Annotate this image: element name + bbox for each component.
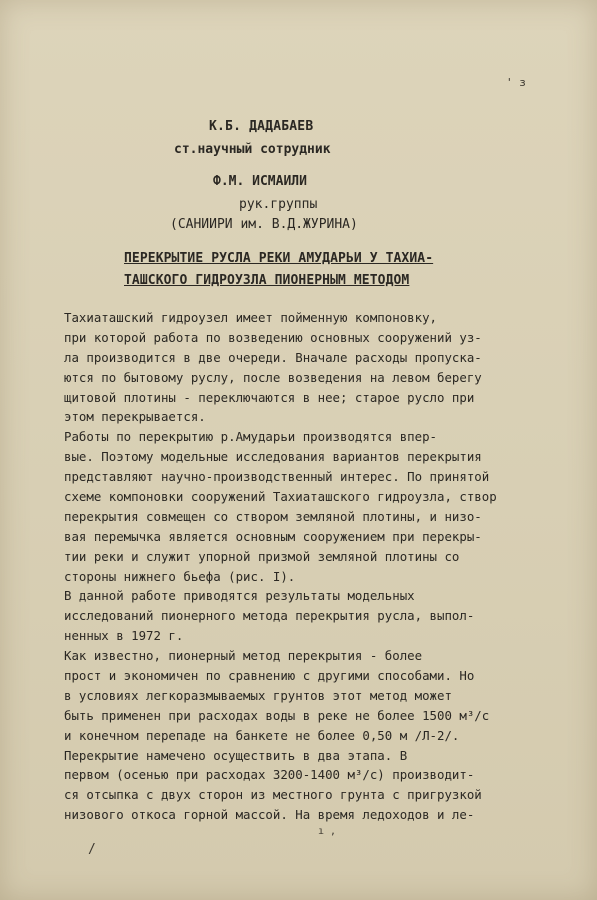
text-line: в условиях легкоразмываемых грунтов этот метод может xyxy=(64,687,452,703)
author1-name: К.Б. ДАДАБАЕВ xyxy=(209,119,314,134)
text-line: стороны нижнего бьефа (рис. I). xyxy=(64,568,296,584)
text-line: тии реки и служит упорной призмой земляной плотины со xyxy=(64,548,460,564)
text-line: при которой работа по возведению основных сооружений уз- xyxy=(64,329,482,345)
text-line: низового откоса горной массой. На время ледоходов и ле- xyxy=(64,807,475,823)
text-line: ся отсыпка с двух сторон из местного грунта с пригрузкой xyxy=(64,787,482,803)
text-line: ла производится в две очереди. Вначале расходы пропуска- xyxy=(64,349,482,365)
text-line: исследований пионерного метода перекрытия русла, выпол- xyxy=(64,608,475,624)
text-line: вые. Поэтому модельные исследования вариантов перекрытия xyxy=(64,449,482,465)
text-line: и конечном перепаде на банкете не более 0,50 м /Л-2/. xyxy=(64,727,460,743)
text-line: Перекрытие намечено осуществить в два этапа. В xyxy=(64,747,408,763)
text-line: прост и экономичен по сравнению с другими способами. Но xyxy=(64,668,475,684)
body-text xyxy=(64,308,554,825)
stray-mark-bottom-left: / xyxy=(88,842,96,857)
text-line: ются по бытовому руслу, после возведения на левом берегу xyxy=(64,369,482,385)
text-line: Тахиаташский гидроузел имеет пойменную компоновку, xyxy=(64,310,437,325)
author2-role: рук.группы xyxy=(239,197,318,212)
text-line: первом (осенью при расходах 3200-1400 м³/с) производит- xyxy=(64,767,475,783)
text-line: Как известно, пионерный метод перекрытия - более xyxy=(64,648,423,664)
text-line: перекрытия совмещен со створом земляной плотины, и низо- xyxy=(64,508,482,524)
text-line: щитовой плотины - переключаются в нее; старое русло при xyxy=(64,389,475,405)
title-line: ТАШСКОГО ГИДРОУЗЛА ПИОНЕРНЫМ МЕТОДОМ xyxy=(124,273,410,288)
text-line: представляют научно-производственный интерес. По принятой xyxy=(64,469,490,485)
title-line: ПЕРЕКРЫТИЕ РУСЛА РЕКИ АМУДАРЬИ У ТАХИА- xyxy=(124,251,434,266)
stray-mark-bottom-center: ı , xyxy=(318,826,337,837)
text-line: схеме компоновки сооружений Тахиаташского гидроузла, створ xyxy=(64,489,497,505)
text-line: вая перемычка является основным сооружением при перекры- xyxy=(64,528,482,544)
author2-name: Ф.М. ИСМАИЛИ xyxy=(213,174,307,189)
text-line: быть применен при расходах воды в реке не более 1500 м³/с xyxy=(64,707,490,723)
stray-mark-top-right: ' з xyxy=(506,76,526,89)
article-title xyxy=(124,248,484,292)
text-line: Работы по перекрытию р.Амударьи производятся впер- xyxy=(64,429,437,445)
author2-organization: (САНИИРИ им. В.Д.ЖУРИНА) xyxy=(170,217,358,232)
author1-role: ст.научный сотрудник xyxy=(174,142,331,157)
text-line: В данной работе приводятся результаты модельных xyxy=(64,588,415,604)
text-line: ненных в 1972 г. xyxy=(64,628,184,644)
text-line: этом перекрывается. xyxy=(64,409,206,425)
